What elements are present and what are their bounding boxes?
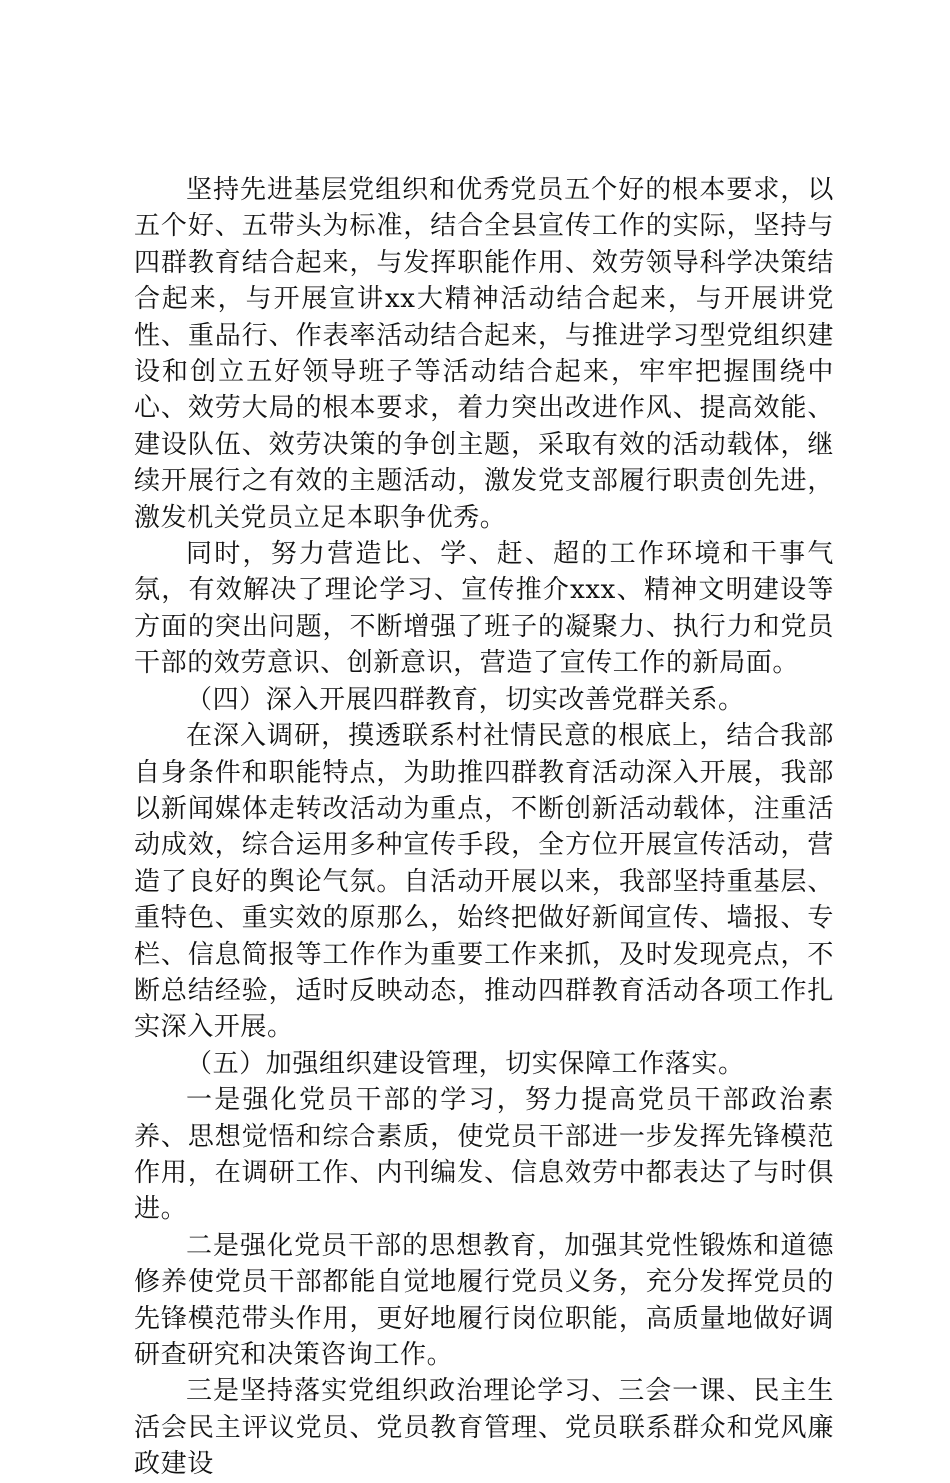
paragraph-party-standards: 坚持先进基层党组织和优秀党员五个好的根本要求，以五个好、五带头为标准，结合全县宣传工作的实际，坚持与四群教育结合起来，与发挥职能作用、效劳领导科学决策结合起来，与开展宣讲xx大精神活动结合起来，与开展讲党性、重品行、作表率活动结合起来，与推进学习型党组织建设和创立五好领导班子等活动结合起来，牢牢把握围绕中心、效劳大局的根本要求，着力突出改进作风、提高效能、建设队伍、效劳决策的争创主题，采取有效的活动载体，继续开展行之有效的主题活动，激发党支部履行职责创先进，激发机关党员立足本职争优秀。	[134, 175, 834, 533]
paragraph-atmosphere: 同时，努力营造比、学、赶、超的工作环境和干事气氛，有效解决了理论学习、宣传推介xxx、精神文明建设等方面的突出问题，不断增强了班子的凝聚力、执行力和党员干部的效劳意识、创新意识，营造了宣传工作的新局面。	[134, 539, 834, 679]
section-heading-5: （五）加强组织建设管理，切实保障工作落实。	[186, 1048, 745, 1079]
paragraph-point-three: 三是坚持落实党组织政治理论学习、三会一课、民主生活会民主评议党员、党员教育管理、党员联系群众和党风廉政建设	[134, 1376, 834, 1480]
paragraph-point-two: 二是强化党员干部的思想教育，加强其党性锻炼和道德修养使党员干部都能自觉地履行党员义务，充分发挥党员的先锋模范带头作用，更好地履行岗位职能，高质量地做好调研查研究和决策咨询工作。	[134, 1230, 834, 1370]
section-heading-4: （四）深入开展四群教育，切实改善党群关系。	[186, 684, 745, 715]
paragraph-four-groups: 在深入调研，摸透联系村社情民意的根底上，结合我部自身条件和职能特点，为助推四群教育活动深入开展，我部以新闻媒体走转改活动为重点，不断创新活动载体，注重活动成效，综合运用多种宣传手段，全方位开展宣传活动，营造了良好的舆论气氛。自活动开展以来，我部坚持重基层、重特色、重实效的原那么，始终把做好新闻宣传、墙报、专栏、信息简报等工作作为重要工作来抓，及时发现亮点，不断总结经验，适时反映动态，推动四群教育活动各项工作扎实深入开展。	[134, 721, 834, 1043]
paragraph-point-one: 一是强化党员干部的学习，努力提高党员干部政治素养、思想觉悟和综合素质，使党员干部进一步发挥先锋模范作用，在调研工作、内刊编发、信息效劳中都表达了与时俱进。	[134, 1085, 834, 1225]
document-body	[134, 172, 834, 1483]
